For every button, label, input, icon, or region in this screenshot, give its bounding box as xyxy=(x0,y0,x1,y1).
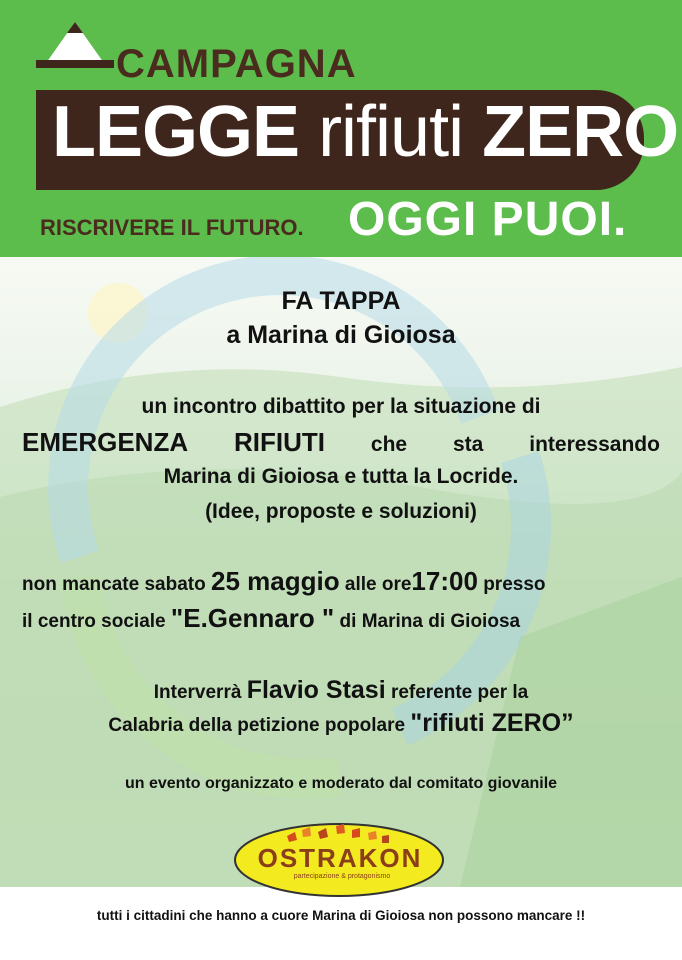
time-prefix: alle ore xyxy=(344,574,412,595)
logo-name: OSTRAKON xyxy=(257,843,423,873)
speaker-prefix: Interverrà xyxy=(153,682,242,703)
speaker-name: Flavio Stasi xyxy=(246,676,386,704)
slogan: OGGI PUOI. xyxy=(348,193,628,246)
petition-prefix: Calabria della petizione popolare xyxy=(108,715,406,736)
event-time: 17:00 xyxy=(411,566,478,596)
title-legge: LEGGE xyxy=(52,92,300,172)
emergency-word-4: sta xyxy=(452,433,484,456)
emergency-word-3: che xyxy=(370,433,408,456)
emergency-word-2: RIFIUTI xyxy=(234,427,326,457)
speaker-line xyxy=(22,676,660,705)
event-venue: "E.Gennaro " xyxy=(170,603,335,633)
event-date: 25 maggio xyxy=(211,566,340,596)
campaign-title xyxy=(52,92,679,172)
intro-line-3: Marina di Gioiosa e tutta la Locride. xyxy=(163,465,519,488)
speaker-suffix: referente per la xyxy=(390,682,529,703)
intro-line-1: un incontro dibattito per la situazione di xyxy=(141,395,541,418)
emergency-word-1: EMERGENZA xyxy=(22,427,189,457)
date-line xyxy=(22,566,660,597)
time-suffix: presso xyxy=(483,574,546,595)
intro-line-4: (Idee, proposte e soluzioni) xyxy=(205,500,477,523)
pencil-icon xyxy=(36,16,114,68)
petition-name: "rifiuti ZERO” xyxy=(410,709,574,737)
title-zero: ZERO xyxy=(482,92,679,172)
emergency-word-5: interessando xyxy=(529,433,660,456)
title-rifiuti: rifiuti xyxy=(318,92,464,172)
date-prefix: non mancate sabato xyxy=(22,574,206,595)
venue-suffix: di Marina di Gioiosa xyxy=(339,611,521,632)
event-title: FA TAPPA xyxy=(281,287,401,315)
venue-prefix: il centro sociale xyxy=(22,611,166,632)
petition-line xyxy=(22,709,660,738)
footer-text: tutti i cittadini che hanno a cuore Marina di Gioiosa non possono mancare !! xyxy=(96,908,586,923)
organizer-line: un evento organizzato e moderato dal comitato giovanile xyxy=(124,775,558,792)
event-location: a Marina di Gioiosa xyxy=(226,321,456,349)
emergency-line xyxy=(22,427,660,458)
venue-line xyxy=(22,603,660,634)
tagline: RISCRIVERE IL FUTURO. xyxy=(40,215,304,240)
campaign-label: CAMPAGNA xyxy=(116,42,357,86)
logo-subtitle: partecipazione & protagonismo xyxy=(293,873,391,880)
